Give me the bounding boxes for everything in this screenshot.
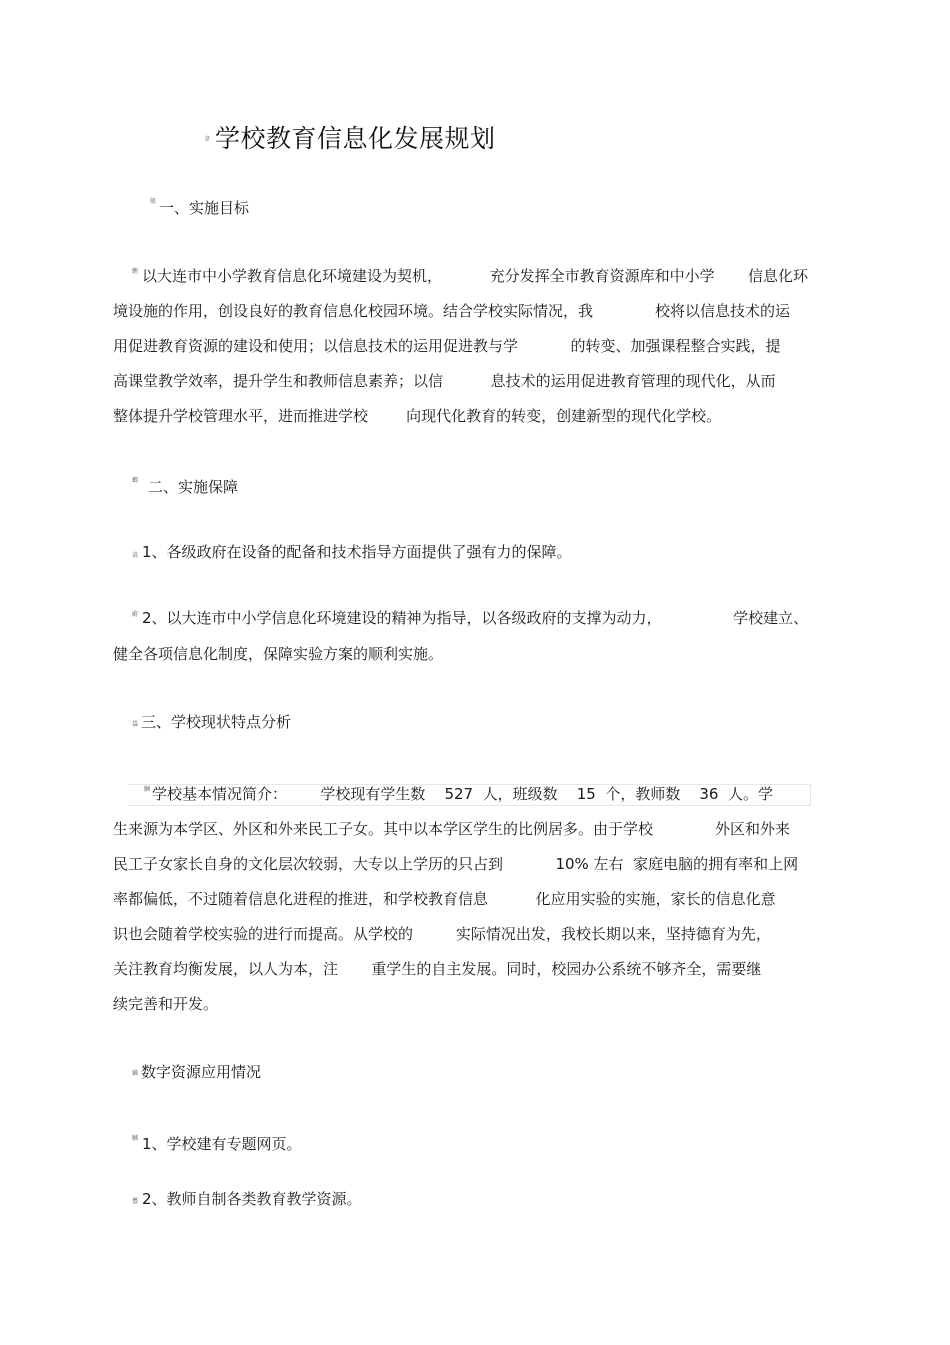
section4-heading: 数字资源应用情况 xyxy=(141,1063,262,1081)
section3-line-7: 续完善和开发。 xyxy=(113,995,219,1013)
section1-para-marker: 鰹 xyxy=(132,268,139,275)
section2-item-2-line-1: 2、以大连市中小学信息化环境建设的精神为指导，以各级政府的支撑为动力， 学校建立、 xyxy=(142,609,809,627)
section3-line-3: 民工子女家长自身的文化层次较弱，大专以上学历的只占到 10% 左右 家庭电脑的拥有率和上网 xyxy=(113,855,799,873)
section1-heading: 一、实施目标 xyxy=(159,199,250,217)
page-title: 学校教育信息化发展规划 xyxy=(215,124,496,153)
section1-line-4: 高课堂教学效率，提升学生和教师信息素养；以信 息技术的运用促进教育管理的现代化，从而 xyxy=(113,372,776,390)
section4-item2-marker: 蠆 xyxy=(132,1198,139,1205)
section3-para-marker: 膕 xyxy=(144,786,151,793)
section2-item2-marker: 蔚 xyxy=(132,611,139,618)
section3-line-6: 关注教育均衡发展，以人为本，注 重学生的自主发展。同时，校园办公系统不够齐全，需要继 xyxy=(113,960,762,978)
section4-item1-marker: 膕 xyxy=(132,1135,139,1142)
section1-line-2: 境设施的作用，创设良好的教育信息化校园环境。结合学校实际情况，我 校将以信息技术的运 xyxy=(113,302,790,320)
section3-line-4: 率都偏低，不过随着信息化进程的推进，和学校教育信息 化应用实验的实施，家长的信息化意 xyxy=(113,890,776,908)
section4-item-2: 2、教师自制各类教育教学资源。 xyxy=(142,1190,362,1208)
section2-item-1: 1、各级政府在设备的配备和技术指导方面提供了强有力的保障。 xyxy=(142,543,572,561)
section4-marker: 螨 xyxy=(132,1070,139,1077)
section2-heading: 二、实施保障 xyxy=(148,478,239,496)
section1-line-1: 以大连市中小学教育信息化环境建设为契机， 充分发挥全市教育资源库和中小学 信息化环 xyxy=(142,267,809,285)
section4-item-1: 1、学校建有专题网页。 xyxy=(142,1135,302,1153)
section2-marker: 螂 xyxy=(132,477,139,484)
section3-line-2: 生来源为本学区、外区和外来民工子女。其中以本学区学生的比例居多。由于学校 外区和外来 xyxy=(113,820,790,838)
section2-item1-marker: 袁 xyxy=(132,552,139,559)
section1-marker: 般 xyxy=(150,198,157,205)
section1-line-3: 用促进教育资源的建设和使用；以信息技术的运用促进教与学 的转变、加强课程整合实践，提 xyxy=(113,337,781,355)
section1-line-5: 整体提升学校管理水平，进而推进学校 向现代化教育的转变，创建新型的现代化学校。 xyxy=(113,407,722,425)
section2-item-2-line-2: 健全各项信息化制度，保障实验方案的顺利实施。 xyxy=(113,645,444,663)
section3-heading: 三、学校现状特点分析 xyxy=(141,713,292,731)
section3-line-1: 学校基本情况简介： 学校现有学生数 527 人，班级数 15 个，教师数 36 人。学 xyxy=(152,785,774,803)
section3-marker: 袋 xyxy=(132,721,139,728)
title-marker: 聿 xyxy=(204,136,211,143)
section3-line-5: 识也会随着学校实验的进行而提高。从学校的 实际情况出发，我校长期以来，坚持德育为先， xyxy=(113,925,771,943)
